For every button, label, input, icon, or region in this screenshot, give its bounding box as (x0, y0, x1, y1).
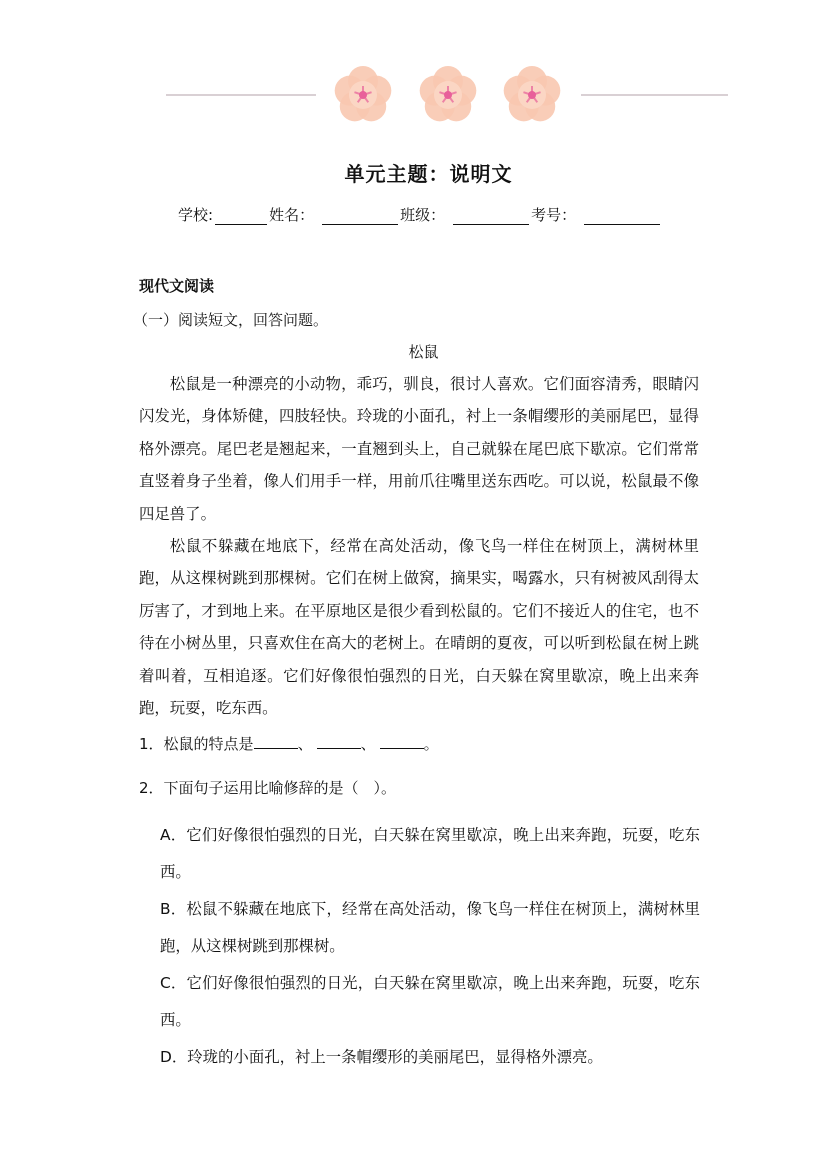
student-info-row (178, 204, 662, 225)
option-c[interactable] (160, 965, 700, 1039)
exam-number-label: 考号： (531, 206, 577, 224)
option-text: 玲珑的小面孔，衬上一条帽缨形的美丽尾巴，显得格外漂亮。 (187, 1048, 603, 1066)
passage-paragraph: 松鼠不躲藏在地底下，经常在高处活动，像飞鸟一样住在树顶上，满树林里跑，从这棵树跳到那棵树。它们在树上做窝，摘果实，喝露水，只有树被风刮得太厉害了，才到地上来。在平原地区是很少看到松鼠的。它们不接近人的住宅，也不待在小树丛里，只喜欢住在高大的老树上。在晴朗的夏夜，可以听到松鼠在树上跳着叫着，互相追逐。它们好像很怕强烈的日光，白天躲在窝里歇凉，晚上出来奔跑，玩耍，吃东西。 (139, 537, 699, 718)
flower-icon (499, 62, 565, 128)
option-label: C． (160, 974, 187, 992)
separator: 、 (360, 735, 376, 753)
answer-blank[interactable] (380, 734, 424, 749)
name-label: 姓名： (269, 206, 315, 224)
class-field[interactable] (453, 208, 529, 225)
option-label: B． (160, 900, 187, 918)
option-a[interactable] (160, 817, 700, 891)
flower-center (528, 91, 536, 99)
flower-icon (415, 62, 481, 128)
question-2 (139, 777, 396, 798)
exam-number-field[interactable] (584, 208, 660, 225)
option-d[interactable] (160, 1039, 700, 1076)
question-number: 2． (139, 779, 164, 797)
option-text: 它们好像很怕强烈的日光，白天躲在窝里歇凉，晚上出来奔跑，玩耍，吃东西。 (160, 826, 700, 881)
school-field[interactable] (215, 208, 267, 225)
question-text: 松鼠的特点是 (163, 735, 254, 753)
option-text: 它们好像很怕强烈的日光，白天躲在窝里歇凉，晚上出来奔跑，玩耍，吃东西。 (160, 974, 700, 1029)
flower-center (359, 91, 367, 99)
passage-paragraph: 松鼠是一种漂亮的小动物，乖巧，驯良，很讨人喜欢。它们面容清秀，眼睛闪闪发光，身体矫健，四肢轻快。玲珑的小面孔，衬上一条帽缨形的美丽尾巴，显得格外漂亮。尾巴老是翘起来，一直翘到头上，自己就躲在尾巴底下歇凉。它们常常直竖着身子坐着，像人们用手一样，用前爪往嘴里送东西吃。可以说，松鼠最不像四足兽了。 (139, 375, 699, 523)
option-b[interactable] (160, 891, 700, 965)
option-text: 松鼠不躲藏在地底下，经常在高处活动，像飞鸟一样住在树顶上，满树林里跑，从这棵树跳到那棵树。 (160, 900, 700, 955)
section-heading: 现代文阅读 (139, 277, 215, 295)
name-field[interactable] (322, 208, 398, 225)
passage (139, 368, 699, 724)
answer-blank[interactable] (317, 734, 361, 749)
decorative-line-right (581, 94, 728, 96)
question-number: 1． (139, 735, 164, 753)
flower-icon (330, 62, 396, 128)
section-subheading: （一）阅读短文，回答问题。 (133, 311, 329, 329)
decorative-line-left (166, 94, 316, 96)
option-label: A． (160, 826, 187, 844)
question-1 (139, 733, 439, 754)
separator: 、 (297, 735, 313, 753)
page-title: 单元主题：说明文 (344, 162, 513, 186)
option-label: D． (160, 1048, 188, 1066)
flower-center (444, 91, 452, 99)
passage-title: 松鼠 (408, 343, 439, 361)
class-label: 班级： (400, 206, 446, 224)
answer-blank[interactable] (254, 734, 298, 749)
school-label: 学校: (178, 206, 214, 224)
question-text: 下面句子运用比喻修辞的是（ ）。 (163, 779, 397, 797)
answer-options (160, 817, 700, 1076)
end-mark: 。 (423, 735, 439, 753)
